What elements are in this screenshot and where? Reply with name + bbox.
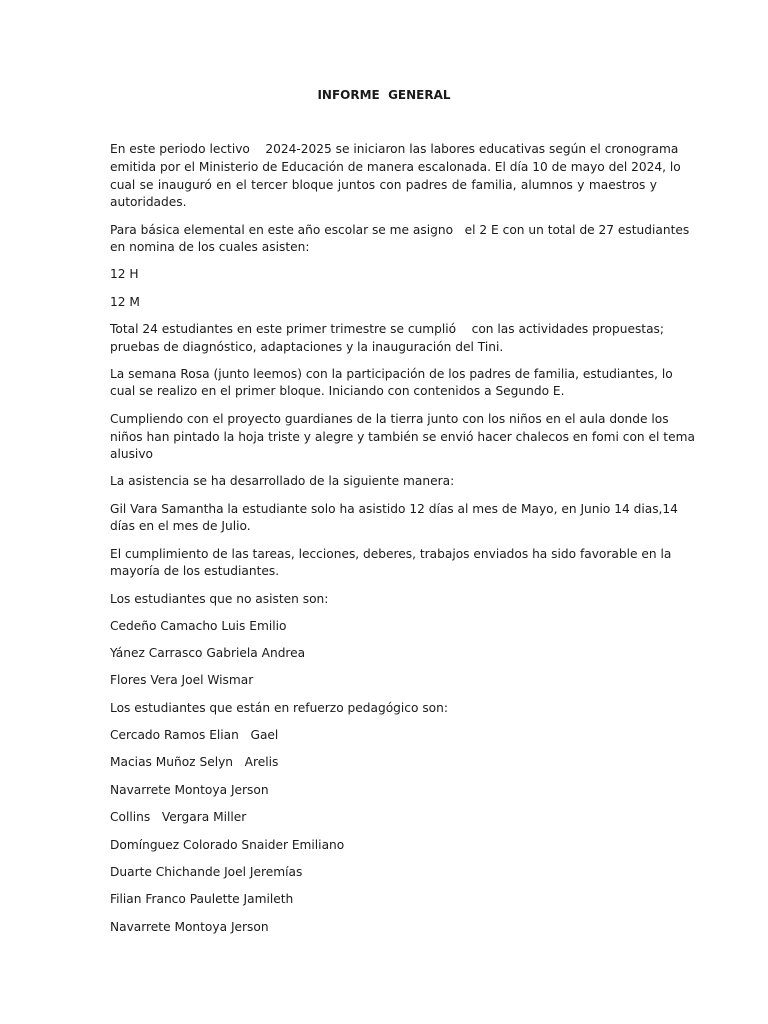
student-name: Macias Muñoz Selyn Arelis [110,755,279,769]
student-name: Navarrete Montoya Jerson [110,920,269,934]
student-count-girls: 12 M [110,295,140,309]
student-name: Navarrete Montoya Jerson [110,783,269,797]
paragraph-line: La asistencia se ha desarrollado de la siguiente manera: [110,474,455,488]
student-name: Yánez Carrasco Gabriela Andrea [110,646,306,660]
paragraph-line: autoridades. [110,195,187,209]
paragraph-line: mayoría de los estudiantes. [110,564,280,578]
paragraph-line: Para básica elemental en este año escolar se me asigno el 2 E con un total de 27 estudiantes [110,223,690,237]
paragraph-line: en nomina de los cuales asisten: [110,240,310,254]
paragraph-line: En este periodo lectivo 2024-2025 se iniciaron las labores educativas según el cronograma [110,142,679,156]
paragraph-line: cual se inauguró en el tercer bloque juntos con padres de familia, alumnos y maestros y [110,178,657,192]
student-name: Collins Vergara Miller [110,810,247,824]
student-count-boys: 12 H [110,267,139,281]
student-name: Cedeño Camacho Luis Emilio [110,619,287,633]
document-title: INFORME GENERAL [317,88,451,102]
student-name: Flores Vera Joel Wismar [110,673,254,687]
section-heading-absent-students: Los estudiantes que no asisten son: [110,592,329,606]
paragraph-line: Total 24 estudiantes en este primer trimestre se cumplió con las actividades propuestas; [110,322,665,336]
student-name: Cercado Ramos Elian Gael [110,728,279,742]
paragraph-line: La semana Rosa (junto leemos) con la participación de los padres de familia, estudiantes, lo [110,367,673,381]
paragraph-line: alusivo [110,447,153,461]
section-heading-reinforcement-students: Los estudiantes que están en refuerzo pedagógico son: [110,701,448,715]
paragraph-line: días en el mes de Julio. [110,519,251,533]
student-name: Duarte Chichande Joel Jeremías [110,865,303,879]
paragraph-line: emitida por el Ministerio de Educación de manera escalonada. El día 10 de mayo del 2024, lo [110,160,681,174]
paragraph-line: cual se realizo en el primer bloque. Iniciando con contenidos a Segundo E. [110,384,565,398]
paragraph-line: pruebas de diagnóstico, adaptaciones y la inauguración del Tini. [110,340,504,354]
student-name: Filian Franco Paulette Jamileth [110,892,294,906]
student-name: Domínguez Colorado Snaider Emiliano [110,838,345,852]
paragraph-line: Cumpliendo con el proyecto guardianes de la tierra junto con los niños en el aula donde los [110,412,669,426]
paragraph-line: El cumplimiento de las tareas, lecciones, deberes, trabajos enviados ha sido favorable en la [110,547,672,561]
paragraph-line: Gil Vara Samantha la estudiante solo ha asistido 12 días al mes de Mayo, en Junio 14 dias,14 [110,502,678,516]
paragraph-line: niños han pintado la hoja triste y alegre y también se envió hacer chalecos en fomi con el tema [110,430,695,444]
